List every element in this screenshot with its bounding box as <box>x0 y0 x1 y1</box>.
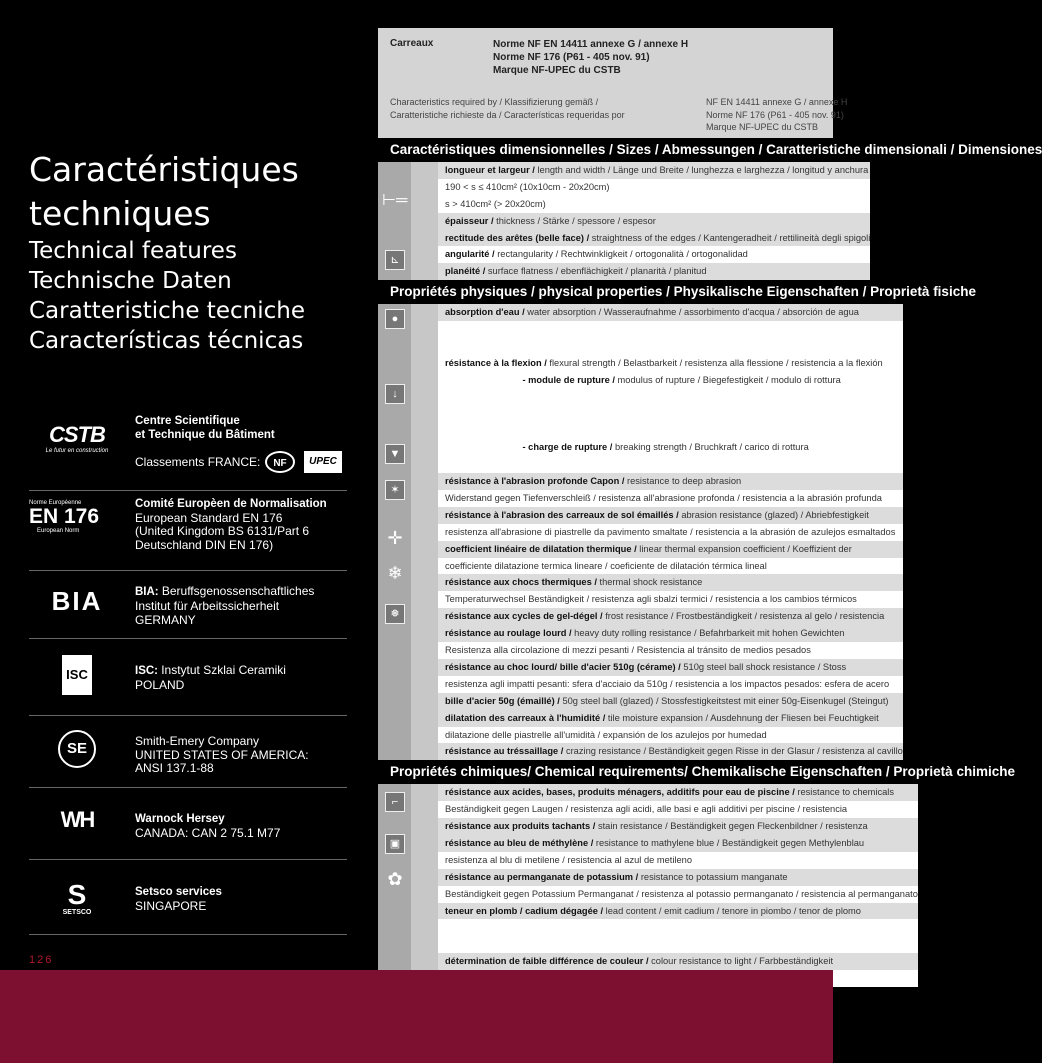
table-row <box>438 743 903 760</box>
org-desc: Classements FRANCE: <box>135 455 261 469</box>
table-row <box>438 406 903 423</box>
spec-table <box>378 28 1042 967</box>
table-row <box>438 869 918 886</box>
row-label-text: resistance to deep abrasion <box>627 476 742 487</box>
bottom-band <box>0 970 833 1063</box>
row-label-bold: teneur en plomb / cadium dégagée / <box>445 905 606 916</box>
section-chemical <box>378 784 918 987</box>
table-row <box>438 852 918 869</box>
org-setsco <box>29 859 347 935</box>
table-row <box>438 818 918 835</box>
table-row <box>438 659 903 676</box>
table-row <box>438 710 903 727</box>
row-label-bold: dilatation des carreaux à l'humidité / <box>445 712 608 723</box>
subtitle-en: Technical features <box>29 238 237 264</box>
table-row <box>438 263 870 280</box>
org-name: BIA: <box>135 586 159 598</box>
row-label-text: crazing resistance / Beständigkeit gegen Risse in der Glasur / resistenza al cavillo <box>565 746 903 757</box>
section-title-physical: Propriétés physiques / physical properties / Physikalische Eigenschaften / Proprietà fisiche <box>378 280 833 304</box>
header-label: Carreaux <box>390 38 434 49</box>
org-name: Centre Scientifique et Technique du Bâtiment <box>135 415 275 441</box>
nf-badge: NF <box>265 451 295 473</box>
table-row <box>438 179 870 196</box>
table-row <box>438 355 903 372</box>
section-physical <box>378 304 903 760</box>
row-label-text: Temperaturwechsel Beständigkeit / resistenza agli sbalzi termici / resistencia a los cambios térmicos <box>445 594 857 605</box>
table-row <box>438 574 903 591</box>
row-label-text: Resistenza alla circolazione di mezzi pesanti / Resistencia al tránsito de medios pesados <box>445 645 811 656</box>
upec-badge: UPEC <box>304 451 342 473</box>
row-label-text: coefficiente dilatazione termica lineare / coeficiente de dilatación térmica lineal <box>445 560 767 571</box>
chemical-icon: ⌐ <box>385 792 405 812</box>
table-row <box>438 936 918 953</box>
row-label-bold: résistance à l'abrasion des carreaux de sol émaillés / <box>445 509 682 520</box>
org-cen <box>29 490 347 571</box>
header-norms-right: NF EN 14411 annexe G / annexe H Norme NF 176 (P61 - 405 nov. 91) Marque NF-UPEC du CSTB <box>706 97 848 132</box>
table-row <box>438 541 903 558</box>
row-label-bold: détermination de faible différence de couleur / <box>445 956 652 967</box>
row-label-bold: - charge de rupture / <box>445 442 615 453</box>
row-label-bold: résistance au permanganate de potassium / <box>445 871 641 882</box>
table-row <box>438 558 903 575</box>
row-label-text: water absorption / Wasseraufnahme / assorbimento d'acqua / absorción de agua <box>527 307 859 318</box>
org-smith-emery <box>29 715 347 788</box>
org-desc: CANADA: CAN 2 75.1 M77 <box>135 825 281 840</box>
section-title-chemical: Propriétés chimiques/ Chemical requirements/ Chemikalische Eigenschaften / Proprietà chimiche <box>378 760 833 784</box>
table-row <box>438 524 903 541</box>
table-row <box>438 422 903 439</box>
table-row <box>438 389 903 406</box>
row-label-text: Beständigkeit gegen Laugen / resistenza agli acidi, alle basi e agli additivi per piscine / resistencia <box>445 804 848 815</box>
table-row <box>438 676 903 693</box>
bia-logo: BIA <box>51 585 103 616</box>
row-label-bold: résistance au bleu de méthylène / <box>445 837 596 848</box>
table-row <box>438 456 903 473</box>
table-row <box>438 162 870 179</box>
table-row <box>438 490 903 507</box>
title-block <box>29 148 305 356</box>
row-label-text: Beständigkeit gegen Potassium Permanganat / resistenza al potassio permanganato / resistencia al permanganato <box>445 888 918 899</box>
row-label-text: abrasion resistance (glazed) / Abriebfestigkeit <box>681 509 869 520</box>
row-label-text: resistance to chemicals <box>797 787 894 798</box>
org-desc: Smith-Emery Company UNITED STATES OF AMERICA: ANSI 137.1-88 <box>135 734 309 775</box>
isc-logo: ISC <box>62 655 92 695</box>
org-warnock <box>29 787 347 860</box>
row-label-text: length and width / Länge und Breite / lunghezza e larghezza / longitud y anchura <box>537 165 869 175</box>
main-title-line1: Caractéristiques <box>29 150 299 189</box>
table-row <box>438 591 903 608</box>
row-label-bold: rectitude des arêtes (belle face) / <box>445 232 592 243</box>
row-label-bold: absorption d'eau / <box>445 307 528 318</box>
row-label-bold: - module de rupture / <box>445 374 618 385</box>
table-row <box>438 321 903 338</box>
table-row <box>438 903 918 920</box>
row-label-bold: résistance à l'abrasion profonde Capon / <box>445 476 627 487</box>
row-label-text: flexural strength / Belastbarkeit / resistenza alla flessione / resistencia a la flexión <box>549 357 883 368</box>
header-norms: Norme NF EN 14411 annexe G / annexe H Norme NF 176 (P61 - 405 nov. 91) Marque NF-UPEC du CSTB <box>493 39 689 76</box>
page-number: 126 <box>29 954 54 966</box>
row-label-bold: résistance aux produits tachants / <box>445 821 598 832</box>
org-desc: European Standard EN 176 (United Kingdom BS 6131/Part 6 Deutschland DIN EN 176) <box>135 510 310 552</box>
table-row <box>438 642 903 659</box>
row-label-text: Widerstand gegen Tiefenverschleiß / resistenza all'abrasione profonda / resistencia a la abrasión profunda <box>445 493 882 504</box>
row-label-text: resistenza all'abrasione di piastrelle da pavimento smaltate / resistencia a la abrasión de azulejos esmaltados <box>445 526 896 537</box>
org-desc: Instytut Szklai Ceramiki POLAND <box>135 663 286 692</box>
flexion-icon: ↓ <box>385 384 405 404</box>
row-label-text: resistenza agli impatti pesanti: sfera d'acciaio da 510g / resistencia a los impactos pesados: esfera de acero <box>445 678 890 689</box>
row-label-bold: résistance aux chocs thermiques / <box>445 577 600 588</box>
row-label-text: dilatazione delle piastrelle all'umidità / expansión de los azulejos por humedad <box>445 729 767 740</box>
table-row <box>438 213 870 230</box>
row-label-text: modulus of rupture / Biegefestigkeit / modulo di rottura <box>617 374 841 385</box>
org-desc: SINGAPORE <box>135 898 207 913</box>
org-isc <box>29 638 347 716</box>
row-label-text: 190 < s ≤ 410cm² (10x10cm - 20x20cm) <box>445 181 610 192</box>
se-logo: SE <box>58 730 96 768</box>
row-label-text: tile moisture expansion / Ausdehnung der Fliesen bei Feuchtigkeit <box>607 712 879 723</box>
org-name: Warnock Hersey <box>135 813 225 825</box>
table-row <box>438 196 870 213</box>
row-label-text: stain resistance / Beständigkeit gegen Fleckenbildner / resistenza <box>597 821 868 832</box>
table-row <box>438 801 918 818</box>
wh-logo: WH <box>60 807 94 832</box>
row-label-bold: planéité / <box>445 266 488 277</box>
section-title-dimensional: Caractéristiques dimensionnelles / Sizes / Abmessungen / Caratteristiche dimensionali / Dimensiones <box>378 138 833 162</box>
row-label-text: breaking strength / Bruchkraft / carico di rottura <box>614 442 809 453</box>
table-row <box>438 304 903 321</box>
row-label-bold: angularité / <box>445 249 498 260</box>
frost-icon: ❄ <box>387 563 403 584</box>
row-label-text: heavy duty rolling resistance / Befahrbarkeit mit hohen Gewichten <box>574 628 845 639</box>
section-dimensional <box>378 162 871 280</box>
expansion-icon: ✛ <box>387 528 403 549</box>
permanganate-icon: ✿ <box>387 869 403 890</box>
row-label-bold: résistance au choc lourd/ bille d'acier 510g (cérame) / <box>445 661 684 672</box>
row-label-bold: résistance aux cycles de gel-dégel / <box>445 611 606 622</box>
table-row <box>438 439 903 456</box>
table-row <box>438 338 903 355</box>
org-cstb <box>29 410 347 491</box>
row-label-text: lead content / emit cadium / tenore in piombo / tenor de plomo <box>605 905 861 916</box>
header-required: Characteristics required by / Klassifizierung gemäß / Caratteristiche richieste da / Características requeridas por <box>390 97 625 120</box>
row-label-bold: résistance à la flexion / <box>445 357 550 368</box>
glazed-abrasion-icon: ✶ <box>385 480 405 500</box>
org-desc: Beruffsgenossenschaftliches Institut für Arbeitssicherheit GERMANY <box>135 584 315 627</box>
org-name: Setsco services <box>135 886 222 898</box>
caliper-icon: ⊢═ <box>382 192 408 209</box>
table-row <box>438 246 870 263</box>
row-label-text: resistenza al blu di metilene / resistencia al azul de metileno <box>445 854 693 865</box>
row-label-text: thickness / Stärke / spessore / espesor <box>496 215 656 226</box>
table-row <box>438 372 903 389</box>
en176-logo: Norme Européenne EN 176 European Norm <box>29 500 100 534</box>
table-row <box>438 625 903 642</box>
row-label-text: straightness of the edges / Kantengeradheit / rettilineità degli spigoli <box>591 232 871 243</box>
water-drop-icon: ● <box>385 309 405 329</box>
row-label-text: frost resistance / Frostbeständigkeit / resistenza al gelo / resistencia <box>605 611 885 622</box>
table-row <box>438 953 918 970</box>
subtitle-es: Características técnicas <box>29 328 304 354</box>
row-label-text: surface flatness / ebenflächigkeit / planarità / planitud <box>487 266 707 277</box>
table-row <box>438 835 918 852</box>
row-label-text: linear thermal expansion coefficient / Koeffizient der <box>639 543 852 554</box>
row-label-text: resistance to potassium manganate <box>640 871 788 882</box>
angle-icon: ⊾ <box>385 250 405 270</box>
row-label-text: s > 410cm² (> 20x20cm) <box>445 198 546 209</box>
row-label-text: 510g steel ball shock resistance / Stoss <box>683 661 847 672</box>
main-title-line2: techniques <box>29 194 211 233</box>
table-row <box>438 473 903 490</box>
org-name: ISC: <box>135 665 158 677</box>
row-label-bold: résistance au roulage lourd / <box>445 628 575 639</box>
org-name: Comité Europèen de Normalisation <box>135 498 327 510</box>
row-label-text: rectangularity / Rechtwinkligkeit / ortogonalità / ortogonalidad <box>497 249 748 260</box>
table-row <box>438 693 903 710</box>
subtitle-it: Caratteristiche tecniche <box>29 298 305 324</box>
stain-icon: ▣ <box>385 834 405 854</box>
row-label-bold: résistance aux acides, bases, produits ménagers, additifs pour eau de piscine / <box>445 787 798 798</box>
row-label-bold: résistance au tréssaillage / <box>445 746 566 757</box>
cstb-logo: CSTB Le futur en construction <box>45 422 109 454</box>
org-bia <box>29 570 347 639</box>
row-label-bold: épaisseur / <box>445 215 497 226</box>
table-row <box>438 784 918 801</box>
snowflake-icon: ❅ <box>385 604 405 624</box>
row-label-bold: coefficient linéaire de dilatation thermique / <box>445 543 640 554</box>
row-label-bold: longueur et largeur / <box>445 165 538 175</box>
setsco-logo: S SETSCO <box>62 878 92 916</box>
subtitle-de: Technische Daten <box>29 268 232 294</box>
table-row <box>438 608 903 625</box>
table-row <box>438 886 918 903</box>
row-label-bold: bille d'acier 50g (émaillé) / <box>445 695 563 706</box>
row-label-text: colour resistance to light / Farbbeständigkeit <box>651 956 834 967</box>
table-row <box>438 507 903 524</box>
subtitles <box>29 236 305 356</box>
abrasion-icon: ▼ <box>385 444 405 464</box>
row-label-text: 50g steel ball (glazed) / Stossfestigkeitstest mit einer 50g-Eisenkugel (Steingut) <box>562 695 889 706</box>
table-header <box>378 28 848 138</box>
table-row <box>438 230 870 247</box>
table-row <box>438 727 903 744</box>
table-row <box>438 919 918 936</box>
row-label-text: resistance to mathylene blue / Beständigkeit gegen Methylenblau <box>595 837 865 848</box>
row-label-text: thermal shock resistance <box>599 577 703 588</box>
